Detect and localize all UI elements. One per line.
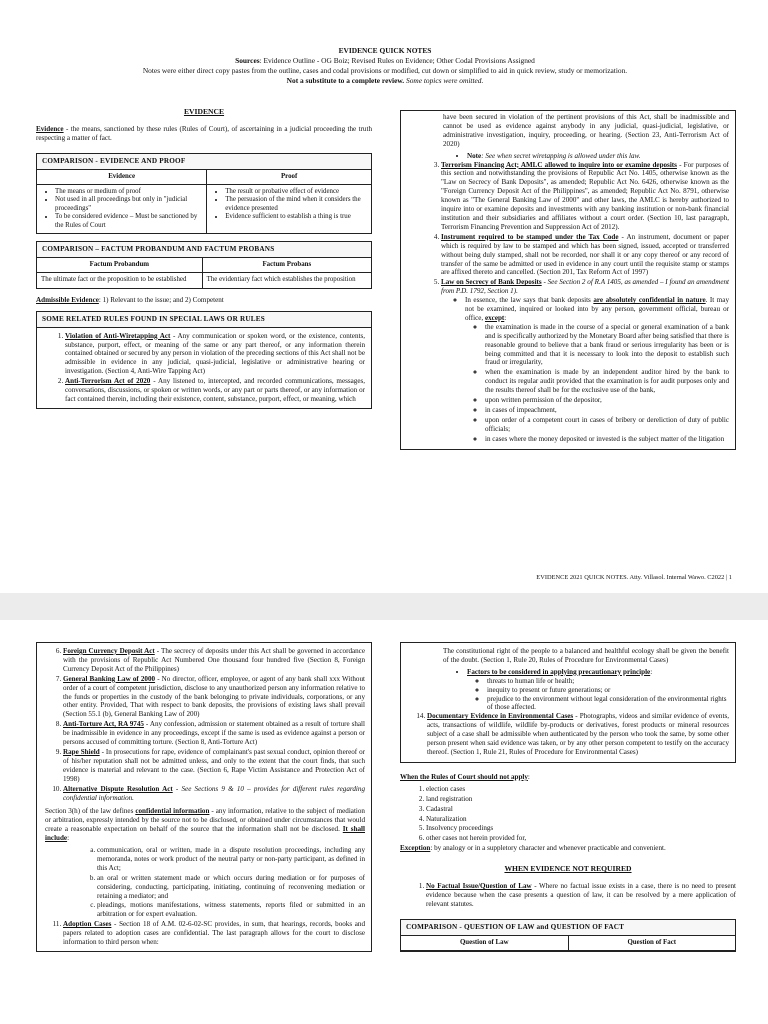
list-item: ◦ In essence, the law says that bank deposits are absolutely confidential in nature. It may not be examined, inquired or looked into by any person, government official, bureau or office, except: ◦ the examination is made in the course of a special or general examination of a bank and is specifically authorized by the Monetary Board after being satisfied that there is reasonable ground to believe that a bank fraud or serious irregularity has been or is being committed and that it is necessary to look into the deposit to establish such fraud or irregularity, ◦ when the examination is made by an independent auditor hired by the bank to conduct its regular audit provided that the examination is for audit purposes only and the results thereof shall be for the exclusive use of the bank, ◦ upon written permission of the depositor, ◦ in cases of impeachment, ◦ upon order of a competent court in cases of bribery or dereliction of duty of public officials; ◦ in cases where the money deposited or invested is the subject matter of the litigation xyxy=(465,296,729,444)
page-footer: EVIDENCE 2021 QUICK NOTES. Atty. Villasol. Internal Wawo. C2022 | 1 xyxy=(536,574,732,581)
right-column-page2 xyxy=(400,642,736,959)
list-item: • Not used in all proceedings but only in "judicial proceedings" xyxy=(55,196,202,213)
list-item: 3. Cadastral xyxy=(426,805,736,814)
when-rules-list xyxy=(400,785,736,843)
list-item: • To be considered evidence – Must be sanctioned by the Rules of Court xyxy=(55,213,202,230)
comparison-factum-box xyxy=(36,241,372,289)
notes-line: Notes were either direct copy pastes from the outline, cases and codal provisions or modified, cut down or simplified to aid in quick review, study or memorization. xyxy=(142,66,628,75)
admissible-evidence-line: Admissible Evidence: 1) Relevant to the issue; and 2) Competent xyxy=(36,295,224,304)
list-item: 1. No Factual Issue/Question of Law - Where no factual issue exists in a case, there is no need to present evidence because when the case presents a question of law, it can be resolved by a mere application of relevant statutes. xyxy=(426,882,736,909)
list-item: 4. Naturalization xyxy=(426,815,736,824)
list-item: ◦ upon order of a competent court in cases of bribery or dereliction of duty of public officials; xyxy=(485,416,729,434)
list-item: b. an oral or written statement made or which occurs during mediation or for purposes of considering, conducting, participating, initiating, continuing of reconvening mediation or retaining a mediator; and xyxy=(97,874,365,901)
list-item: 3. Terrorism Financing Act; AMLC allowed to inquire into or examine deposits - For purposes of this section and notwithstanding the provisions of Republic Act No. 1405, otherwise known as the "Law on Secrecy of Bank Deposits", as amended; Republic Act No. 6426, otherwise known as the "Foreign Currency Deposit Act of the Philippines", as amended; Republic Act No. 8791, otherwise known as "The General Banking Law of 2000" and other laws, the AMLC is hereby authorized to inquire into or examine deposits and investments with any banking institution or non-bank financial institution and their subsidiaries and affiliates without a court order. (Section 10, last paragraph, Terrorism Financing Prevention and Suppression Act of 2012). xyxy=(441,161,729,232)
related-rules-list xyxy=(47,332,365,404)
document-title: EVIDENCE QUICK NOTES xyxy=(338,46,432,55)
list-item: ◦ the examination is made in the course of a special or general examination of a bank and is specifically authorized by the Monetary Board after being satisfied that there is reasonable ground to believe that a bank fraud or serious irregularity has been or is being committed and that it is necessary to look into the deposit to establish such fraud or irregularity, xyxy=(485,323,729,368)
list-item: 1. Violation of Anti-Wiretapping Act - Any communication or spoken word, or the existence, contents, substance, purport, effect, or meaning of the same or any part thereof, or any information therein contained obtained or secured by any person in violation of the preceding sections of this Act shall not be admissible in evidence in any judicial, quasi-judicial, legislative or administrative hearing or investigation. (Section 4, Anti-Wire Tapping Act) xyxy=(65,332,365,377)
left-column-page2 xyxy=(36,642,372,959)
list-item: a. communication, oral or written, made in a dispute resolution proceedings, including any memoranda, notes or work product of the neutral party or non-party participant, as defined in this Act; xyxy=(97,846,365,873)
list-item: 5. Law on Secrecy of Bank Deposits - See Section 2 of R.A 1405, as amended – I found an amendment from P.D. 1792, Section 1). ◦ In essence, the law says that bank deposits are absolutely confidential in nature. It may not be examined, inquired or looked into by any person, government official, bureau or office, except: ◦ the examination is made in the course of a special or general examination of a bank and is specifically authorized by the Monetary Board after being satisfied that there is reasonable ground to believe that a bank fraud or serious irregularity has been or is being committed and that it is necessary to look into the deposit to establish such fraud or irregularity, ◦ when the examination is made by an independent auditor hired by the bank to conduct its regular audit provided that the examination is for audit purposes only and the results thereof shall be for the exclusive use of the bank, ◦ upon written permission of the depositor, ◦ in cases of impeachment, ◦ upon order of a competent court in cases of bribery or dereliction of duty of public officials; ◦ in cases where the money deposited or invested is the subject matter of the litigation xyxy=(441,278,729,443)
table-cell: The ultimate fact or the proposition to be established xyxy=(41,276,187,284)
list-item: • Factors to be considered in applying precautionary principle: ◦ threats to human life or health; ◦ inequity to present or future generations; or ◦ prejudice to the environment without legal consideration of the environmental rights of those affected. xyxy=(467,668,729,713)
list-item: 14. Documentary Evidence in Environmental Cases - Photographs, videos and similar evidence of events, acts, transactions of wildlife, wildlife by-products or derivatives, forest products or mineral resources subject of a case shall be admissible when authenticated by the person who took the same, by some other person present when said evidence was taken, or by any other person competent to testify on the accuracy thereof. (Section 1, Rule 21, Rules of Procedure for Environmental Cases) xyxy=(427,712,729,757)
list-item: 2. land registration xyxy=(426,795,736,804)
list-item: 6. other cases not herein provided for, xyxy=(426,834,736,843)
list-item: c. pleadings, motions manifestations, witness statements, reports filed or submitted in an arbitration or for expert evaluation. xyxy=(97,901,365,919)
list-item: ◦ threats to human life or health; xyxy=(487,677,729,686)
table-cell xyxy=(37,185,207,234)
list-item: 7. General Banking Law of 2000 - No director, officer, employee, or agent of any bank shall xxx Without order of a court of competent jurisdiction, disclose to any unauthorized person any information relative to the funds or properties in the custody of the bank belonging to private individuals, corporations, or any other entity. Provided, That with respect to bank deposits, the provisions of existing laws shall prevail (Section 55.1 (b), General Banking Law of 200) xyxy=(63,675,365,720)
related-rules-list-cont xyxy=(45,647,365,802)
list-item: • The persuasion of the mind when it considers the evidence presented xyxy=(225,196,367,213)
when-rules-not-apply: When the Rules of Court should not apply: xyxy=(400,772,530,781)
list-item: ◦ in cases of impeachment, xyxy=(485,406,729,415)
table-cell: The evidentiary fact which establishes the proposition xyxy=(202,273,371,288)
right-column-page1 xyxy=(400,110,736,457)
continued-text: have been secured in violation of the pertinent provisions of this Act, shall be inadmissible and cannot be used as evidence against anybody in any judicial, quasi-judicial, legislative, or administrative investigation, inquiry, proceeding, or hearing. (Section 23, Anti-Terrorism Act of 2020) xyxy=(443,113,729,148)
comparison-law-fact-box xyxy=(400,919,736,952)
section-3h-paragraph: Section 3(h) of the law defines confidential information - any information, relative to the subject of mediation or arbitration, expressly intended by the source not to be disclosed, or obtained under circumstances that would create a reasonable expectation on behalf of the source that the information shall not be disclosed. It shall include: xyxy=(45,807,365,843)
list-item: 4. Instrument required to be stamped under the Tax Code - An instrument, document or paper which is required by law to be stamped and which has been signed, issued, accepted or transferred without being duly stamped, shall not be recorded, nor shall it or any copy thereof or any record of transfer of the same be admitted or used in evidence in any court until the requisite stamp or stamps are affixed thereto and cancelled. (Section 201, Tax Reform Act of 1997) xyxy=(441,233,729,278)
continued-text: The constitutional right of the people to a balanced and healthful ecology shall be given the benefit of the doubt. (Section 1, Rule 20, Rules of Procedure for Environmental Cases) xyxy=(443,647,729,664)
table-cell xyxy=(207,185,371,234)
list-item: • The means or medium of proof xyxy=(55,188,202,196)
factors-list xyxy=(467,677,729,713)
page-gap xyxy=(0,593,768,620)
column-header: Evidence xyxy=(37,170,207,185)
document-page-2 xyxy=(0,620,768,1024)
confidential-items-list xyxy=(45,846,365,919)
column-header: Factum Probandum xyxy=(37,258,202,273)
comparison-table xyxy=(37,258,371,288)
list-item: 5. Insolvency proceedings xyxy=(426,824,736,833)
column-header: Question of Fact xyxy=(568,936,735,951)
related-rules-list-cont xyxy=(423,161,729,444)
box-title: COMPARISON - EVIDENCE AND PROOF xyxy=(37,154,371,170)
sources-line: Sources: Evidence Outline - OG Boiz; Revised Rules on Evidence; Other Codal Provisions Assigned xyxy=(235,56,535,65)
list-item: • The result or probative effect of evidence xyxy=(225,188,367,196)
list-item: 10. Alternative Dispute Resolution Act - See Sections 9 & 10 – provides for different rules regarding confidential information. xyxy=(63,785,365,803)
related-rules-continued-box xyxy=(36,642,372,952)
list-item: ◦ in cases where the money deposited or invested is the subject matter of the litigation xyxy=(485,435,729,444)
comparison-table xyxy=(37,170,371,233)
section-heading-when-not-required: WHEN EVIDENCE NOT REQUIRED xyxy=(504,864,632,874)
column-header: Question of Law xyxy=(401,936,568,951)
list-item: ◦ inequity to present or future generations; or xyxy=(487,686,729,695)
list-item: 2. Anti-Terrorism Act of 2020 - Any listened to, intercepted, and recorded communications, messages, conversations, discussions, or spoken or written words, or any part or parts thereof, or any information or fact contained therein, including their existence, content, substance, purport, effect, or meaning, which xyxy=(65,377,365,404)
box-title: SOME RELATED RULES FOUND IN SPECIAL LAWS OR RULES xyxy=(37,312,371,328)
list-item: 8. Anti-Torture Act, RA 9745 - Any confession, admission or statement obtained as a result of torture shall be inadmissible in evidence in any proceedings, except if the same is used as evidence against a person or persons accused of committing torture. (Section 8, Anti-Torture Act) xyxy=(63,720,365,747)
list-item: 6. Foreign Currency Deposit Act - The secrecy of deposits under this Act shall be governed in accordance with the provisions of Republic Act Numbered One thousand four hundred five (Section 8, Foreign Currency Deposit Act of the Philippines) xyxy=(63,647,365,674)
evidence-definition: Evidence - the means, sanctioned by these rules (Rules of Court), of ascertaining in a judicial proceeding the truth respecting a matter of fact. xyxy=(36,124,372,142)
list-item: ◦ when the examination is made by an independent auditor hired by the bank to conduct its regular audit provided that the examination is for audit purposes only and the results thereof shall be for the exclusive use of the bank, xyxy=(485,368,729,395)
note-item: • Note: See when secret wiretapping is allowed under this law. xyxy=(467,152,729,161)
related-rules-box xyxy=(36,311,372,409)
related-rules-continued-box xyxy=(400,110,736,450)
left-column-page1 xyxy=(36,104,372,416)
section-heading-evidence: EVIDENCE xyxy=(183,107,225,116)
list-item: 9. Rape Shield - In prosecutions for rape, evidence of complainant's past sexual conduct, opinion thereof or of his/her reputation shall not be admitted unless, and only to the extent that the court finds, that such evidence is material and relevant to the case. (Section 6, Rape Victim Assistance and Protection Act of 1998) xyxy=(63,748,365,784)
column-header: Proof xyxy=(207,170,371,185)
box-title: COMPARISON – FACTUM PROBANDUM AND FACTUM PROBANS xyxy=(37,242,371,258)
list-item: • Evidence sufficient to establish a thing is true xyxy=(225,213,367,221)
document-header xyxy=(60,46,710,86)
exceptions-list xyxy=(465,323,729,444)
list-item: ◦ prejudice to the environment without legal consideration of the environmental rights of those affected. xyxy=(487,695,729,713)
box-title: COMPARISON - QUESTION OF LAW and QUESTION OF FACT xyxy=(401,920,735,936)
exception-line: Exception: by analogy or in a suppletory character and whenever practicable and convenient. xyxy=(400,844,666,853)
list-item: 1. election cases xyxy=(426,785,736,794)
column-header: Factum Probans xyxy=(202,258,371,273)
comparison-evidence-proof-box xyxy=(36,153,372,234)
environmental-box xyxy=(400,642,736,763)
warning-line: Not a substitute to a complete review. Some topics were omitted. xyxy=(286,76,484,85)
list-item: ◦ upon written permission of the depositor, xyxy=(485,396,729,405)
comparison-table xyxy=(401,936,735,951)
list-item: 11. Adoption Cases - Section 18 of A.M. 02-6-02-SC provides, in sum, that hearings, records, books and papers related to adoption cases are confidential. The last paragraph allows for the court to disclose information to third person when: xyxy=(63,920,365,947)
